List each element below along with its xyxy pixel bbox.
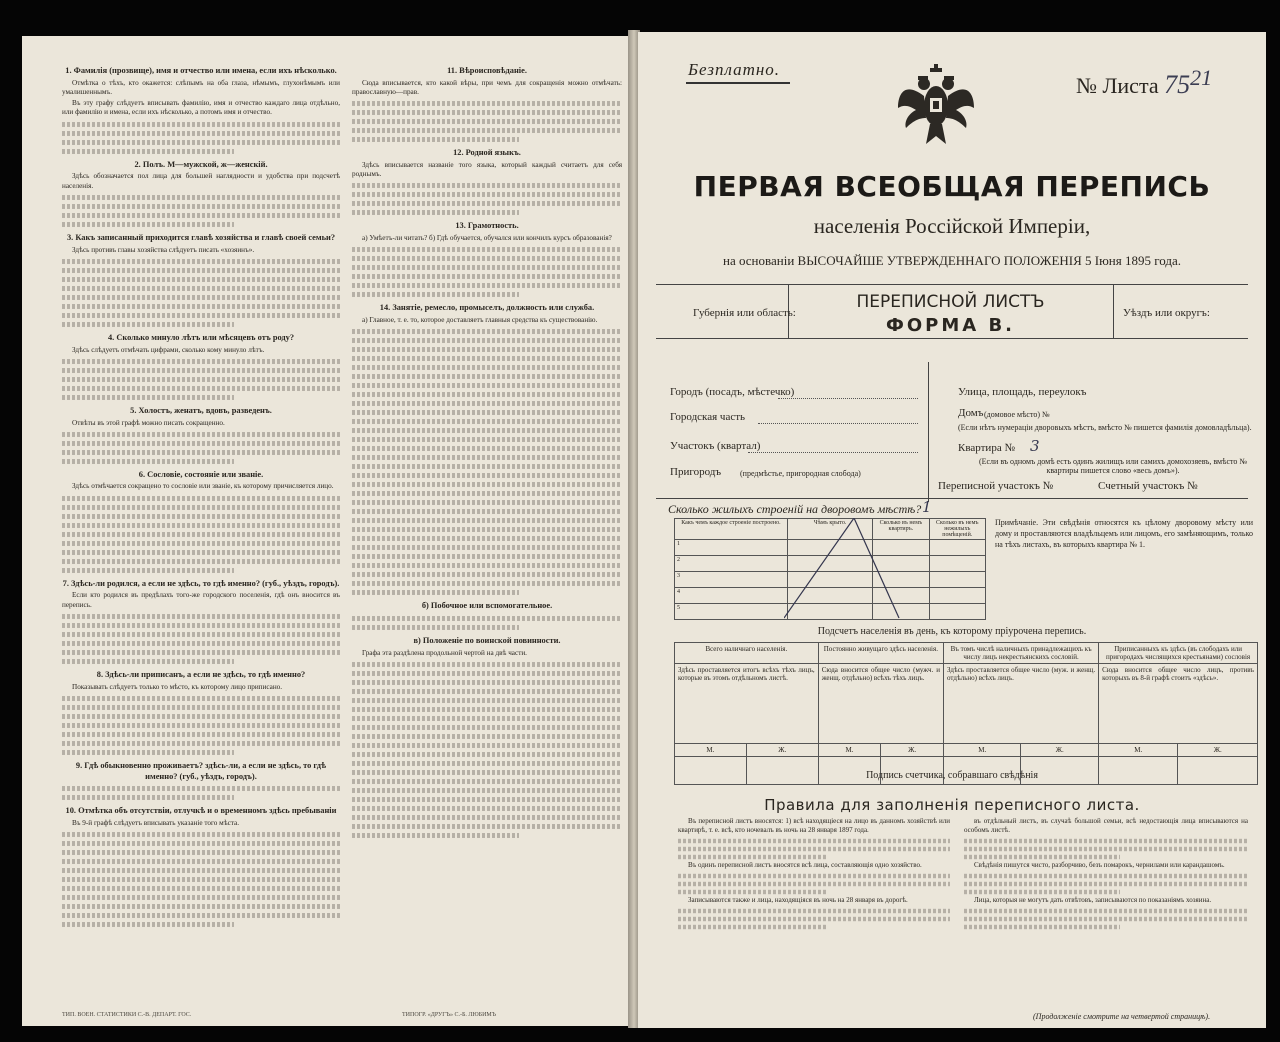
female-label: Ж. [1178, 744, 1258, 757]
rules-column-2 [964, 817, 1248, 931]
small-print-line [678, 855, 828, 859]
rule-paragraph: Записываются также и лица, находящіяся въ ночь на 28 января въ дорогѣ. [688, 896, 908, 905]
instruction-heading: 12. Родной языкъ. [453, 148, 521, 158]
houses-cell[interactable] [929, 588, 985, 604]
houses-row-number: 1 [675, 540, 788, 556]
free-label: Безплатно. [688, 60, 781, 79]
small-print-line [62, 122, 340, 127]
small-print-line [62, 568, 234, 573]
small-print-line [62, 541, 340, 546]
small-print-line [62, 659, 234, 664]
houses-header-nonresidential: Сколько въ немъ нежилыхъ помѣщеній. [929, 519, 985, 540]
small-print-line [678, 847, 950, 851]
sheet-number [1076, 65, 1213, 100]
instruction-paragraph: Отмѣтка о тѣхъ, кто окажется: слѣпымъ на оба глаза, нѣмымъ, глухонѣмымъ или умалишеннымъ. [62, 78, 340, 96]
form-title: ПЕРЕПИСНОЙ ЛИСТЪ [856, 292, 1045, 312]
apartment-value: 3 [1030, 437, 1040, 455]
suburb-label: Пригородъ [670, 466, 722, 478]
houses-cell[interactable] [929, 540, 985, 556]
small-print-line [62, 723, 340, 728]
instruction-heading: в) Положеніе по воинской повинности. [413, 636, 561, 646]
small-print-line [62, 268, 340, 273]
signature-label: Подпись счетчика, собравшаго свѣдѣнія [866, 770, 1038, 781]
small-print-line [352, 265, 622, 270]
instruction-heading: 11. Вѣроисповѣданіе. [447, 66, 527, 75]
instruction-paragraph: а) Главное, т. е. то, которое доставляетъ главныя средства къ существованію. [362, 316, 598, 325]
population-header-registered: Приписанныхъ къ здѣсь (въ слободахъ или пригородахъ числящихся крестьянами) сословія [1099, 643, 1258, 664]
small-print-line [352, 383, 622, 388]
small-print-line [62, 140, 340, 145]
small-print-line [62, 623, 340, 628]
small-print-line [352, 662, 622, 667]
small-print-line [62, 614, 340, 619]
form-box-right [1113, 284, 1114, 338]
small-print-line [62, 922, 234, 927]
population-header-nonpeasant: Въ томъ числѣ наличныхъ принадлежащихъ къ числу лицъ некрестьянскихъ сословій. [944, 643, 1099, 664]
houses-header-apartments: Сколько въ немъ квартиръ. [873, 519, 929, 540]
instruction-paragraph: Здѣсь обозначается пол лица для большей наглядности и удобства при подсчетѣ населенія. [62, 172, 340, 190]
small-print-line [352, 410, 622, 415]
instruction-paragraph: Здѣсь отмѣчается сокращено то сословіе или званіе, къ которому причисляется лицо. [72, 482, 334, 491]
instruction-paragraph: Здѣсь слѣдуетъ отмѣчать цифрами, сколько кому минуло лѣтъ. [72, 345, 265, 354]
house-note: (домовое мѣсто) № [984, 410, 1050, 419]
small-print-line [352, 581, 622, 586]
small-print-line [62, 904, 340, 909]
small-print-line [678, 882, 950, 886]
house-note-2: (Если нѣтъ нумераціи дворовыхъ мѣстъ, вмѣсто № пишется фамилія домовладѣльца). [958, 423, 1252, 432]
census-area-label: Переписной участокъ № [938, 480, 1054, 492]
small-print-line [352, 761, 622, 766]
population-note-permanent: Сюда вносится общее число (мужч. и женщ. отдѣльно) всѣхъ тѣхъ лицъ. [818, 664, 943, 744]
houses-value: 1 [922, 498, 932, 516]
small-print-line [352, 128, 622, 133]
small-print-line [964, 917, 1248, 921]
instruction-paragraph: Здѣсь противъ главы хозяйства слѣдуетъ писать «хозяинъ». [72, 245, 255, 254]
instructions-column-1 [62, 62, 340, 929]
male-label: М. [1099, 744, 1178, 757]
small-print-line [62, 377, 340, 382]
small-print-line [678, 839, 950, 843]
instruction-heading: 14. Занятіе, ремесло, промыселъ, должность или служба. [379, 303, 595, 313]
small-print-line [62, 149, 234, 154]
small-print-line [62, 859, 340, 864]
small-print-line [62, 259, 340, 264]
street-label: Улица, площадь, переулокъ [958, 386, 1087, 398]
area-field[interactable] [748, 452, 918, 453]
small-print-line [352, 788, 622, 793]
right-page [638, 32, 1266, 1028]
small-print-line [62, 714, 340, 719]
double-headed-eagle-emblem [896, 62, 976, 150]
population-header-total: Всего наличнаго населенія. [675, 643, 819, 664]
address-divider [928, 362, 929, 502]
small-print-line [678, 890, 828, 894]
small-print-line [352, 292, 519, 297]
houses-note: Примѣчаніе. Эти свѣдѣнія относятся къ цѣлому дворовому мѣсту или дому и проставляются владѣльцемъ или лицомъ, его замѣняющимъ, только на тѣхъ листахъ, въ которыхъ квартира № 1. [995, 518, 1253, 549]
small-print-line [352, 806, 622, 811]
population-title: Подсчетъ населенія въ день, къ которому пріурочена перепись. [817, 626, 1087, 637]
male-label: М. [944, 744, 1021, 757]
small-print-line [352, 274, 622, 279]
small-print-line [62, 359, 340, 364]
small-print-line [678, 909, 950, 913]
small-print-line [62, 696, 340, 701]
small-print-line [62, 204, 340, 209]
small-print-line [62, 496, 340, 501]
small-print-line [62, 459, 234, 464]
rules-title: Правила для заполненія переписного листа. [764, 796, 1140, 814]
small-print-line [352, 101, 622, 106]
counting-area-label: Счетный участокъ № [1098, 480, 1198, 492]
small-print-line [62, 131, 340, 136]
small-print-line [352, 491, 622, 496]
rule-paragraph: Свѣдѣнія пишутся чисто, разборчиво, безъ помарокъ, чернилами или карандашомъ. [974, 861, 1225, 870]
male-label: М. [675, 744, 747, 757]
small-print-line [62, 322, 234, 327]
form-subtitle: ФОРМА В. [885, 315, 1015, 336]
small-print-line [62, 732, 340, 737]
area-label: Участокъ (квартал) [670, 440, 761, 452]
small-print-line [964, 890, 1120, 894]
small-print-line [352, 797, 622, 802]
left-footer-2: ТИПОГР. «ДРУГЪ» С.-Б. ЛЮБИМЪ [402, 1012, 496, 1018]
rules-column-1 [678, 817, 950, 931]
small-print-line [62, 559, 340, 564]
small-print-line [964, 882, 1248, 886]
small-print-line [62, 295, 340, 300]
small-print-line [352, 347, 622, 352]
city-label: Городъ (посадъ, мѣстечко) [670, 386, 795, 398]
houses-cell[interactable] [929, 572, 985, 588]
small-print-line [62, 286, 340, 291]
small-print-line [352, 689, 622, 694]
rule-paragraph: въ отдѣльный листъ, въ случаѣ большой семьи, всѣ недостающія лица вписываются на особомъ листѣ. [964, 817, 1248, 835]
city-part-label: Городская часть [670, 411, 746, 423]
small-print-line [352, 752, 622, 757]
district-label: Уѣздъ или округъ: [1123, 307, 1210, 319]
small-print-line [352, 401, 622, 406]
houses-row-number: 2 [675, 556, 788, 572]
apartment-label: Квартира № [958, 442, 1015, 454]
small-print-line [352, 428, 622, 433]
small-print-line [352, 210, 519, 215]
small-print-line [352, 365, 622, 370]
small-print-line [352, 183, 622, 188]
instruction-heading: 3. Какъ записанный приходится главѣ хозяйства и главѣ своей семьи? [66, 232, 336, 242]
houses-cell[interactable] [929, 604, 985, 620]
rule-paragraph: Лица, которыя не могутъ дать отвѣтовъ, записываются по показаніямъ хозяина. [974, 896, 1212, 905]
small-print-line [62, 786, 340, 791]
small-print-line [62, 895, 340, 900]
sheet-number-label: № Листа [1076, 73, 1159, 98]
small-print-line [352, 473, 622, 478]
small-print-line [62, 222, 234, 227]
rules-footer: (Продолженіе смотрите на четвертой страницѣ). [1033, 1012, 1211, 1021]
small-print-line [62, 550, 340, 555]
small-print-line [62, 850, 340, 855]
small-print-line [62, 432, 340, 437]
small-print-line [62, 841, 340, 846]
sheet-number-correction: 21 [1190, 65, 1213, 90]
small-print-line [352, 192, 622, 197]
houses-row-number: 3 [675, 572, 788, 588]
small-print-line [352, 482, 622, 487]
small-print-line [352, 734, 622, 739]
left-footer-1: ТИП. ВОЕН. СТАТИСТИКИ С.-В. ДЕПАРТ. ГОС. [62, 1012, 192, 1018]
small-print-line [964, 925, 1120, 929]
small-print-line [62, 532, 340, 537]
small-print-line [352, 110, 622, 115]
instruction-paragraph: Графа эта раздѣлена продольной чертой на двѣ части. [362, 648, 527, 657]
city-part-field[interactable] [758, 423, 918, 424]
small-print-line [678, 925, 828, 929]
instruction-heading: 4. Сколько минуло лѣтъ или мѣсяцевъ отъ роду? [107, 332, 295, 342]
instruction-heading: 5. Холостъ, женатъ, вдовъ, разведенъ. [130, 405, 272, 415]
small-print-line [352, 743, 622, 748]
small-print-line [62, 395, 234, 400]
small-print-line [352, 374, 622, 379]
small-print-line [964, 847, 1248, 851]
small-print-line [62, 832, 340, 837]
small-print-line [678, 874, 950, 878]
small-print-line [352, 119, 622, 124]
houses-cell[interactable] [929, 556, 985, 572]
small-print-line [62, 304, 340, 309]
header-divider-top [656, 284, 1248, 285]
instruction-heading: 7. Здѣсь-ли родился, а если не здѣсь, то гдѣ именно? (губ., уѣздъ, городъ). [62, 578, 340, 588]
small-print-line [352, 329, 622, 334]
instruction-heading: 1. Фамилія (прозвище), имя и отчество или имена, если ихъ нѣсколько. [65, 66, 337, 75]
small-print-line [352, 554, 622, 559]
small-print-line [352, 770, 622, 775]
small-print-line [62, 705, 340, 710]
small-print-line [352, 464, 622, 469]
population-note-nonpeasant: Здѣсь проставляется общее число (муж. и женщ. отдѣльно) всѣхъ лицъ. [944, 664, 1099, 744]
houses-strike-mark [784, 518, 904, 620]
population-note-registered: Сюда вносится общее число лицъ, противъ которыхъ въ 8-й графѣ стоитъ «здѣсь». [1099, 664, 1258, 744]
small-print-line [62, 913, 340, 918]
small-print-line [62, 886, 340, 891]
houses-row-number: 4 [675, 588, 788, 604]
small-print-line [352, 671, 622, 676]
instruction-paragraph: Здѣсь вписывается названіе того языка, который каждый считаетъ для себя роднымъ. [352, 160, 622, 179]
decree-line: на основаніи ВЫСОЧАЙШЕ УТВЕРЖДЕННАГО ПОЛОЖЕНІЯ 5 Іюня 1895 года. [722, 253, 1182, 268]
small-print-line [964, 855, 1120, 859]
small-print-line [62, 632, 340, 637]
small-print-line [62, 386, 340, 391]
instruction-paragraph: Если кто родился въ предѣлахъ того-же городского поселенія, гдѣ онъ вносится въ перепись. [62, 591, 340, 609]
rule-paragraph: Въ переписной листъ вносятся: 1) всѣ находящіеся на лицо въ данномъ хозяйствѣ или квартирѣ, т. е. всѣ, кто ночевалъ въ ночь на 28 января 1897 года. [678, 817, 950, 835]
small-print-line [62, 741, 340, 746]
small-print-line [62, 195, 340, 200]
instruction-paragraph: а) Умѣетъ-ли читать? б) Гдѣ обучается, обучался или кончилъ курсъ образованія? [362, 234, 612, 243]
small-print-line [352, 356, 622, 361]
instruction-heading: 2. Полъ. М—мужской, ж—женскій. [134, 159, 268, 169]
address-divider-bottom [656, 498, 1248, 499]
house-label: Домъ [958, 407, 984, 419]
rule-paragraph: Въ одинъ переписной листъ вносятся всѣ лица, составляющія одно хозяйство. [688, 861, 922, 870]
small-print-line [352, 201, 622, 206]
small-print-line [62, 795, 234, 800]
instruction-heading: 8. Здѣсь-ли приписанъ, а если не здѣсь, то гдѣ именно? [96, 669, 306, 679]
small-print-line [352, 625, 519, 630]
population-header-permanent: Постоянно живущаго здѣсь населенія. [818, 643, 943, 664]
census-subtitle: населенія Россійской Имперіи, [813, 214, 1091, 238]
small-print-line [352, 518, 622, 523]
small-print-line [62, 650, 340, 655]
houses-header-roof: Чѣмъ крыто. [787, 519, 872, 540]
small-print-line [352, 446, 622, 451]
apartment-note: (Если въ одномъ домѣ есть одинъ жилищъ или самихъ домохозяевъ, вмѣсто № квартиры пишется слово «весь домъ»). [978, 457, 1248, 475]
small-print-line [352, 716, 622, 721]
male-label: М. [818, 744, 881, 757]
small-print-line [352, 137, 519, 142]
city-field[interactable] [778, 398, 918, 399]
small-print-line [352, 338, 622, 343]
instruction-heading: б) Побочное или вспомогательное. [421, 601, 553, 611]
small-print-line [62, 313, 340, 318]
small-print-line [352, 707, 622, 712]
small-print-line [352, 509, 622, 514]
small-print-line [352, 779, 622, 784]
small-print-line [352, 536, 622, 541]
small-print-line [352, 545, 622, 550]
small-print-line [964, 874, 1248, 878]
small-print-line [352, 680, 622, 685]
small-print-line [352, 815, 622, 820]
population-table [674, 642, 1258, 785]
small-print-line [352, 455, 622, 460]
population-note-total: Здѣсь проставляется итогъ всѣхъ тѣхъ лицъ, которые въ этомъ отдѣльномъ листѣ. [675, 664, 819, 744]
houses-title: Сколько жилыхъ строеній на дворовомъ мѣстѣ? [668, 502, 922, 516]
small-print-line [352, 616, 622, 621]
small-print-line [678, 917, 950, 921]
small-print-line [964, 839, 1248, 843]
small-print-line [62, 877, 340, 882]
instruction-paragraph: Отвѣты въ этой графѣ можно писать сокращенно. [72, 418, 225, 427]
census-title: ПЕРВАЯ ВСЕОБЩАЯ ПЕРЕПИСЬ [693, 170, 1211, 203]
houses-header-construction: Какъ чемъ каждое строеніе построено. [675, 519, 788, 540]
small-print-line [352, 572, 622, 577]
small-print-line [62, 450, 340, 455]
small-print-line [352, 247, 622, 252]
small-print-line [62, 441, 340, 446]
small-print-line [352, 283, 622, 288]
small-print-line [964, 909, 1248, 913]
sheet-number-value: 75 [1164, 70, 1191, 99]
small-print-line [62, 868, 340, 873]
province-label: Губернія или область: [693, 307, 796, 319]
small-print-line [62, 505, 340, 510]
instruction-heading: 6. Сословіе, состояніе или званіе. [138, 469, 264, 479]
small-print-line [352, 500, 622, 505]
female-label: Ж. [1021, 744, 1099, 757]
small-print-line [352, 256, 622, 261]
small-print-line [352, 833, 519, 838]
small-print-line [62, 277, 340, 282]
instruction-paragraph: Сюда вписывается, кто какой вѣры, при чемъ для сокращенія можно отмѣчать: православную—прав. [352, 78, 622, 96]
small-print-line [62, 514, 340, 519]
left-page [22, 36, 630, 1026]
small-print-line [352, 437, 622, 442]
small-print-line [352, 698, 622, 703]
small-print-line [62, 641, 340, 646]
small-print-line [352, 563, 622, 568]
small-print-line [352, 590, 519, 595]
houses-row-number: 5 [675, 604, 788, 620]
small-print-line [352, 527, 622, 532]
small-print-line [62, 213, 340, 218]
small-print-line [352, 419, 622, 424]
small-print-line [62, 523, 340, 528]
female-label: Ж. [746, 744, 818, 757]
small-print-line [62, 750, 234, 755]
small-print-line [352, 725, 622, 730]
free-underline [686, 82, 790, 84]
small-print-line [62, 368, 340, 373]
small-print-line [352, 392, 622, 397]
instructions-column-2 [352, 62, 622, 840]
suburb-note: (предмѣстье, пригородная слобода) [740, 469, 861, 478]
instruction-paragraph: Въ эту графу слѣдуетъ вписывать фамилію, имя и отчество каждаго лица отдѣльно, или фамилію и имена, если ихъ нѣсколько, а потомъ имя и отчество. [62, 99, 340, 117]
instruction-heading: 13. Грамотность. [455, 221, 519, 231]
instruction-heading: 10. Отмѣтка объ отсутствіи, отлучкѣ и о временномъ здѣсь пребываніи [65, 806, 337, 816]
small-print-line [352, 824, 622, 829]
instruction-paragraph: Показывать слѣдуетъ только то мѣсто, къ которому лицо приписано. [72, 682, 283, 691]
instruction-heading: 9. Гдѣ обыкновенно проживаетъ? здѣсь-ли, а если не здѣсь, то гдѣ именно? (губ., уѣздъ, городъ). [75, 760, 327, 781]
female-label: Ж. [881, 744, 944, 757]
header-divider-bottom [656, 338, 1248, 339]
instruction-paragraph: Въ 9-й графѣ слѣдуетъ вписывать указаніе того мѣста. [72, 819, 240, 828]
